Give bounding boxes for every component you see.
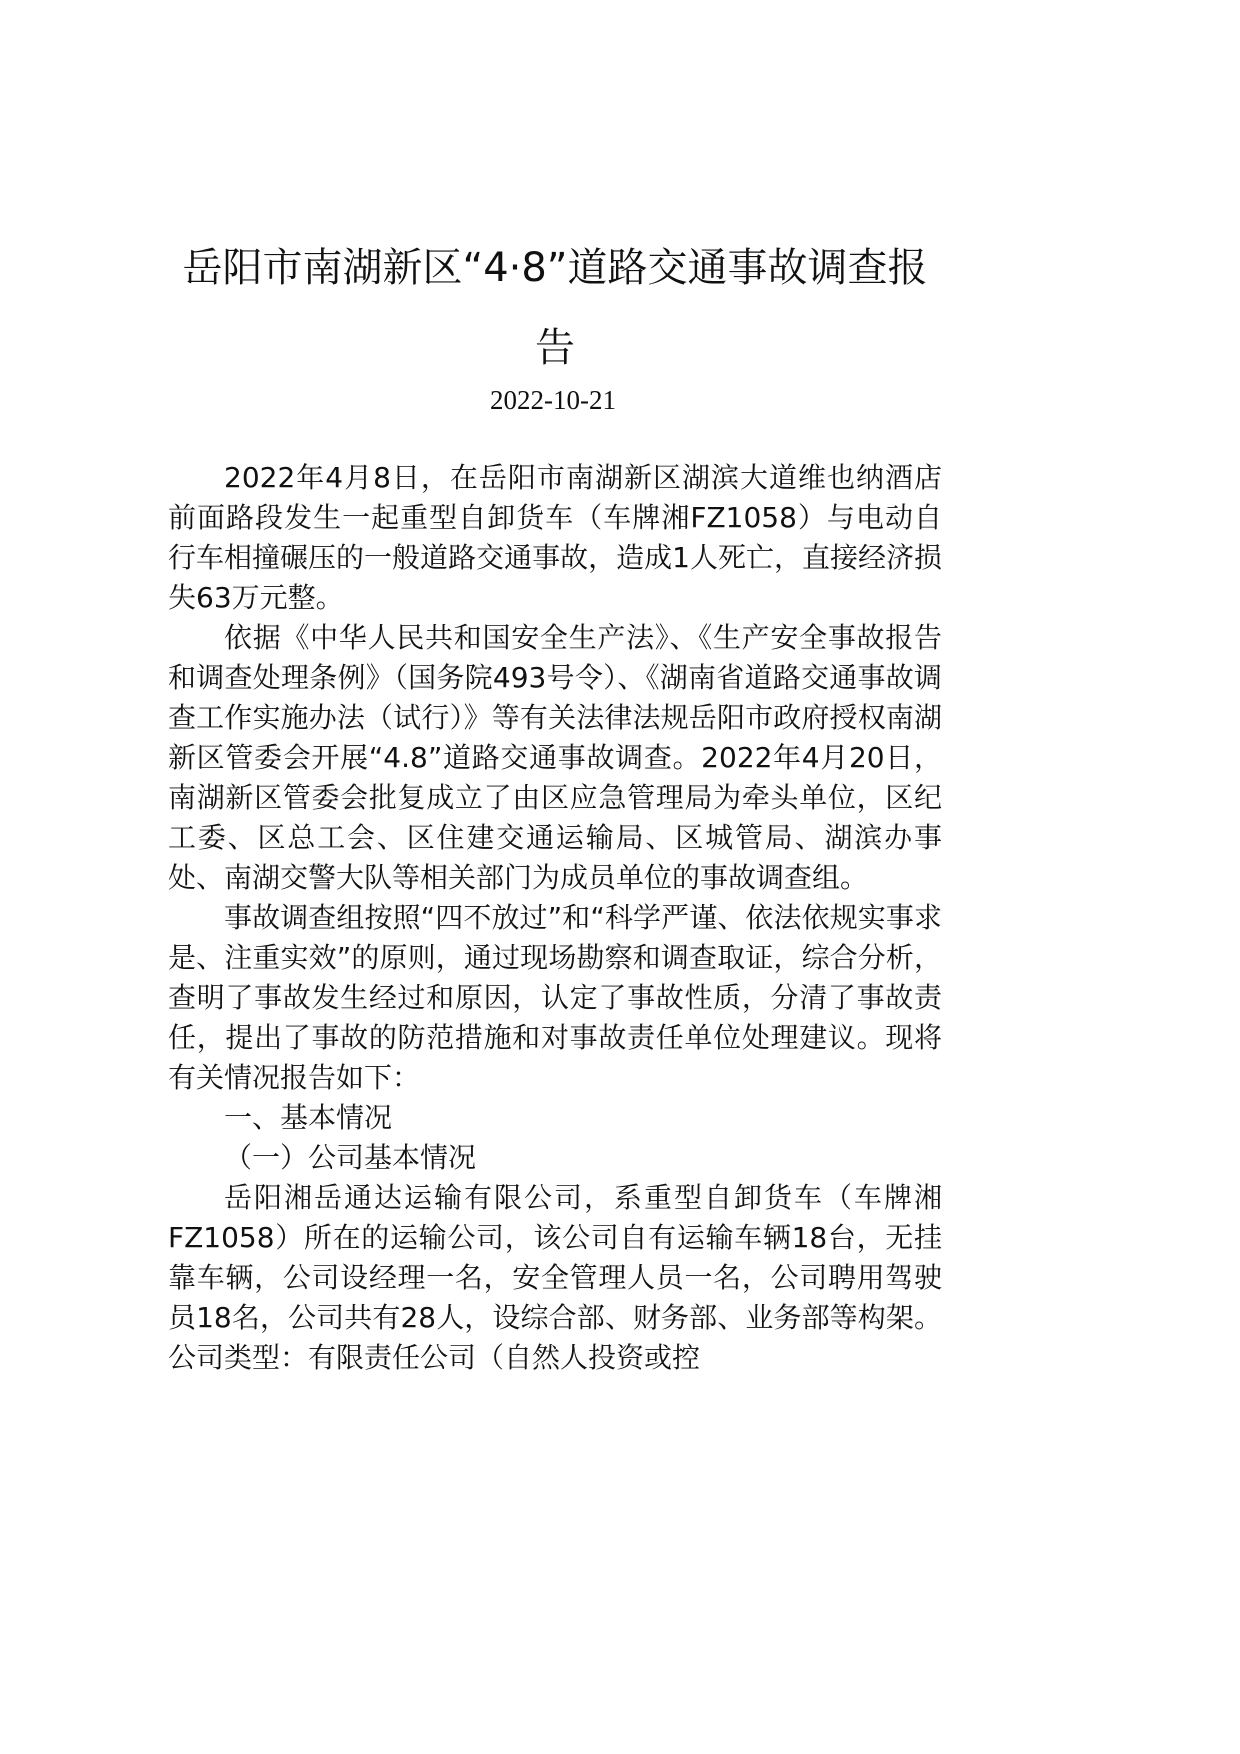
paragraph-accident-summary: 2022年4月8日，在岳阳市南湖新区湖滨大道维也纳酒店前面路段发生一起重型自卸货车（车牌湘FZ1058）与电动自行车相撞碾压的一般道路交通事故，造成1人死亡，直接经济损失63万元整。 [168, 461, 942, 614]
paragraph-legal-basis: 依据《中华人民共和国安全生产法》、《生产安全事故报告和调查处理条例》（国务院493号令）、《湖南省道路交通事故调查工作实施办法（试行）》等有关法律法规岳阳市政府授权南湖新区管委会开展“4.8”道路交通事故调查。2022年4月20日，南湖新区管委会批复成立了由区应急管理局为牵头单位，区纪工委、区总工会、区住建交通运输局、区城管局、湖滨办事处、南湖交警大队等相关部门为成员单位的事故调查组。 [168, 621, 942, 894]
document-date: 2022-10-21 [490, 385, 616, 415]
document-title: 岳阳市南湖新区“4·8”道路交通事故调查报告 [182, 245, 928, 371]
document-body [168, 458, 942, 1378]
paragraph-investigation-principles: 事故调查组按照“四不放过”和“科学严谨、依法依规实事求是、注重实效”的原则，通过现场勘察和调查取证，综合分析，查明了事故发生经过和原因，认定了事故性质，分清了事故责任，提出了事故的防范措施和对事故责任单位处理建议。现将有关情况报告如下： [168, 901, 942, 1094]
paragraph-company-details: 岳阳湘岳通达运输有限公司，系重型自卸货车（车牌湘FZ1058）所在的运输公司，该公司自有运输车辆18台，无挂靠车辆，公司设经理一名，安全管理人员一名，公司聘用驾驶员18名，公司共有28人，设综合部、财务部、业务部等构架。公司类型：有限责任公司（自然人投资或控 [168, 1181, 942, 1374]
subsection-heading-company-info: （一）公司基本情况 [224, 1141, 477, 1174]
section-heading-basic-info: 一、基本情况 [224, 1101, 393, 1134]
